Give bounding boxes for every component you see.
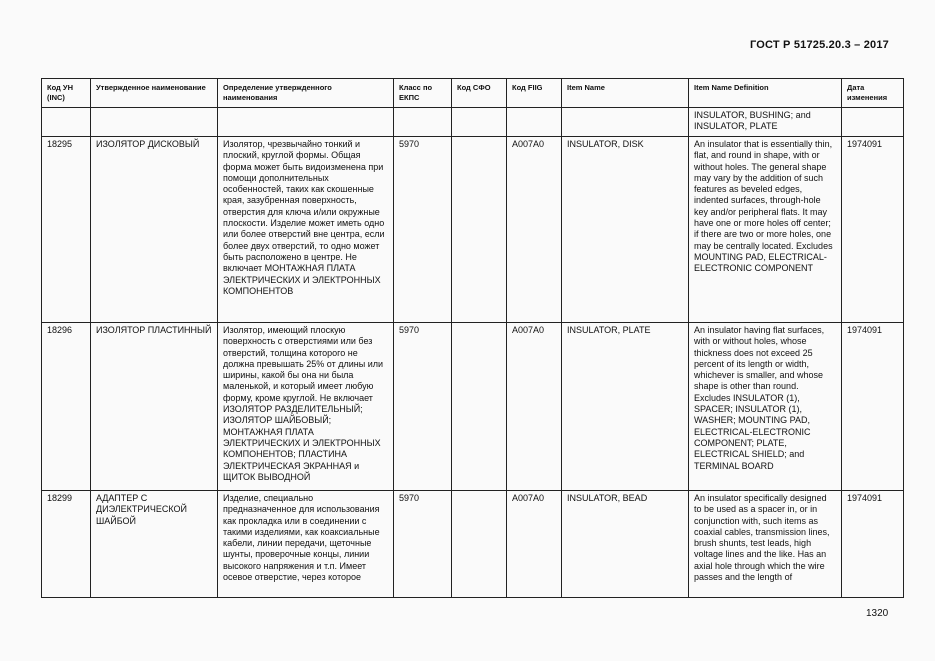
cell-item-definition: INSULATOR, BUSHING; and INSULATOR, PLATE xyxy=(689,108,842,137)
cell-name: АДАПТЕР С ДИЭЛЕКТРИЧЕСКОЙ ШАЙБОЙ xyxy=(91,491,218,598)
cell-item-name xyxy=(562,108,689,137)
cell-class xyxy=(394,108,452,137)
cell-date: 1974091 xyxy=(842,491,904,598)
cell-name: ИЗОЛЯТОР ПЛАСТИННЫЙ xyxy=(91,323,218,491)
col-header-sfo: Код СФО xyxy=(452,79,507,108)
cell-definition: Изделие, специально предназначенное для использования как прокладка или в соединении с такими изделиями, как коаксиальные кабели, линии передачи, щеточные шунты, проверочные концы, линии высокого напряжения и т.п. Имеет осевое отверстие, через которое xyxy=(218,491,394,598)
col-header-fiig: Код FIIG xyxy=(507,79,562,108)
col-header-class: Класс по ЕКПС xyxy=(394,79,452,108)
cell-date: 1974091 xyxy=(842,137,904,323)
cell-fiig: A007A0 xyxy=(507,323,562,491)
table-row xyxy=(42,137,904,323)
cell-fiig: A007A0 xyxy=(507,137,562,323)
col-header-date: Дата изменения xyxy=(842,79,904,108)
cell-item-definition: An insulator specifically designed to be used as a spacer in, or in conjunction with, such items as coaxial cables, transmission lines, brush shunts, test leads, high voltage lines and the like. Has an axial hole through which the wire passes and the length of xyxy=(689,491,842,598)
cell-fiig xyxy=(507,108,562,137)
cell-sfo xyxy=(452,108,507,137)
document-standard-header: ГОСТ Р 51725.20.3 – 2017 xyxy=(749,39,889,51)
col-header-definition: Определение утвержденного наименования xyxy=(218,79,394,108)
cell-item-name: INSULATOR, PLATE xyxy=(562,323,689,491)
col-header-inc: Код УН (INC) xyxy=(42,79,91,108)
cell-fiig: A007A0 xyxy=(507,491,562,598)
cell-item-name: INSULATOR, BEAD xyxy=(562,491,689,598)
cell-sfo xyxy=(452,137,507,323)
cell-inc xyxy=(42,108,91,137)
table-row xyxy=(42,323,904,491)
cell-inc: 18296 xyxy=(42,323,91,491)
cell-name: ИЗОЛЯТОР ДИСКОВЫЙ xyxy=(91,137,218,323)
cell-item-name: INSULATOR, DISK xyxy=(562,137,689,323)
cell-date: 1974091 xyxy=(842,323,904,491)
table-row xyxy=(42,491,904,598)
col-header-item-definition: Item Name Definition xyxy=(689,79,842,108)
col-header-name: Утвержденное наименование xyxy=(91,79,218,108)
classification-table xyxy=(41,78,904,598)
table-row-continuation xyxy=(42,108,904,137)
cell-inc: 18299 xyxy=(42,491,91,598)
col-header-item-name: Item Name xyxy=(562,79,689,108)
cell-name xyxy=(91,108,218,137)
cell-class: 5970 xyxy=(394,137,452,323)
cell-date xyxy=(842,108,904,137)
cell-definition xyxy=(218,108,394,137)
page-number: 1320 xyxy=(866,608,889,619)
cell-sfo xyxy=(452,491,507,598)
cell-sfo xyxy=(452,323,507,491)
cell-class: 5970 xyxy=(394,491,452,598)
cell-definition: Изолятор, имеющий плоскую поверхность с отверстиями или без отверстий, толщина которого не должна превышать 25% от длины или ширины, какой бы она ни была маленькой, и который имеет любую форму, кроме круглой. Не включает ИЗОЛЯТОР РАЗДЕЛИТЕЛЬНЫЙ; ИЗОЛЯТОР ШАЙБОВЫЙ; МОНТАЖНАЯ ПЛАТА ЭЛЕКТРИЧЕСКИХ И ЭЛЕКТРОННЫХ КОМПОНЕНТОВ; ПЛАСТИНА ЭЛЕКТРИЧЕСКАЯ ЭКРАННАЯ и ЩИТОК ВЫВОДНОЙ xyxy=(218,323,394,491)
cell-definition: Изолятор, чрезвычайно тонкий и плоский, круглой формы. Общая форма может быть видоизменена при помощи дополнительных особенностей, таких как скошенные края, зазубренная поверхность, отверстия для ключа и/или окружные плоскости. Изделие может иметь одно или более отверстий вне центра, если более двух отверстий, то одно может быть расположено в центре. Не включает МОНТАЖНАЯ ПЛАТА ЭЛЕКТРИЧЕСКИХ И ЭЛЕКТРОННЫХ КОМПОНЕНТОВ xyxy=(218,137,394,323)
cell-item-definition: An insulator having flat surfaces, with or without holes, whose thickness does not exceed 25 percent of its length or width, whichever is smaller, and whose shape is other than round. Excludes INSULATOR (1), SPACER; INSULATOR (1), WASHER; MOUNTING PAD, ELECTRICAL-ELECTRONIC COMPONENT; PLATE, ELECTRICAL SHIELD; and TERMINAL BOARD xyxy=(689,323,842,491)
cell-item-definition: An insulator that is essentially thin, flat, and round in shape, with or without holes. The general shape may vary by the addition of such features as beveled edges, indented surfaces, through-hole key and/or peripheral flats. It may have one or more holes off center; if there are two or more holes, one may be centrally located. Excludes MOUNTING PAD, ELECTRICAL-ELECTRONIC COMPONENT xyxy=(689,137,842,323)
cell-inc: 18295 xyxy=(42,137,91,323)
cell-class: 5970 xyxy=(394,323,452,491)
table-header-row xyxy=(42,79,904,108)
